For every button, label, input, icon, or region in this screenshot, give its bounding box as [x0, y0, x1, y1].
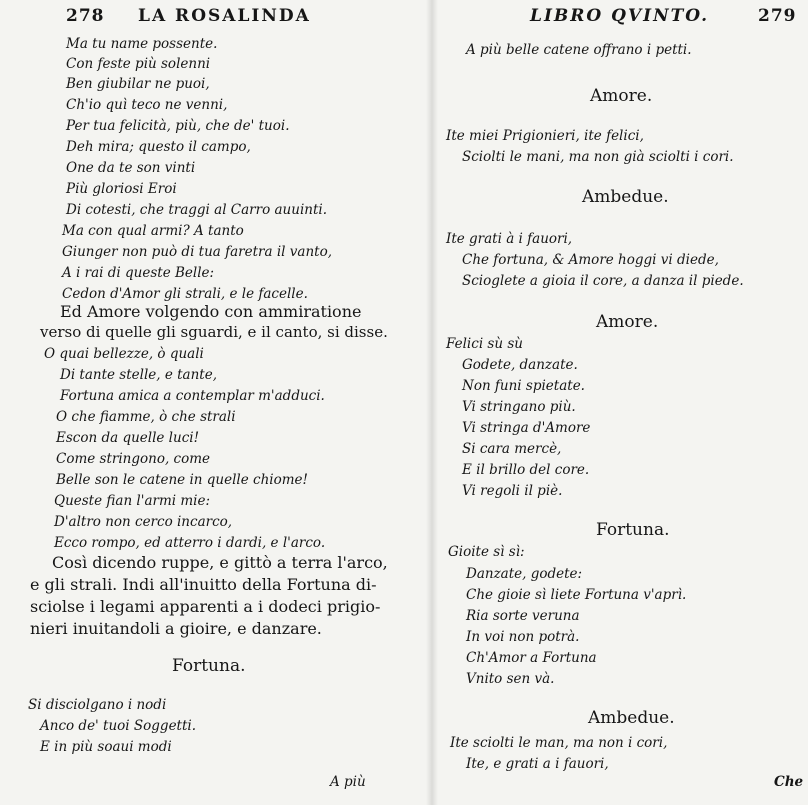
verse-line: Scioglete a gioia il core, a danza il piede. [462, 273, 744, 289]
right-running-head: LIBRO QVINTO. [530, 6, 709, 26]
prose-line: Ed Amore volgendo con ammiratione [60, 302, 362, 321]
verse-line: Più gloriosi Eroi [66, 181, 177, 197]
prose-line: Così dicendo ruppe, e gittò a terra l'arco, [52, 553, 388, 572]
verse-line: Ite sciolti le man, ma non i cori, [450, 735, 668, 751]
speaker-heading: Ambedue. [588, 708, 675, 728]
verse-line: One da te son vinti [66, 160, 196, 176]
verse-line: Fortuna amica a contemplar m'adduci. [60, 388, 325, 404]
verse-line: Ma con qual armi? A tanto [62, 223, 244, 239]
prose-line: nieri inuitandoli a gioire, e danzare. [30, 619, 322, 638]
verse-line: Vi stringa d'Amore [462, 420, 591, 436]
prose-line: verso di quelle gli sguardi, e il canto, si disse. [40, 323, 388, 341]
verse-line: Per tua felicità, più, che de' tuoi. [66, 118, 290, 134]
verse-line: Vi regoli il piè. [462, 483, 563, 499]
verse-line: Che gioie sì liete Fortuna v'aprì. [466, 587, 687, 603]
speaker-heading: Amore. [596, 312, 659, 332]
verse-line: Di cotesti, che traggi al Carro auuinti. [66, 202, 327, 218]
verse-line: A più belle catene offrano i petti. [466, 42, 692, 58]
verse-line: Ite miei Prigionieri, ite felici, [446, 128, 644, 144]
verse-line: O che fiamme, ò che strali [56, 409, 236, 425]
verse-line: Si cara mercè, [462, 441, 562, 457]
verse-line: A i rai di queste Belle: [62, 265, 215, 281]
verse-line: Anco de' tuoi Soggetti. [40, 718, 197, 734]
right-page [432, 0, 808, 805]
verse-line: Di tante stelle, e tante, [60, 367, 218, 383]
prose-line: sciolse i legami apparenti a i dodeci prigio- [30, 597, 381, 616]
verse-line: Cedon d'Amor gli strali, e le facelle. [62, 286, 308, 302]
verse-line: Sciolti le mani, ma non già sciolti i cori. [462, 149, 734, 165]
speaker-heading: Fortuna. [596, 520, 670, 540]
verse-line: Con feste più solenni [66, 56, 211, 72]
verse-line: Ch'Amor a Fortuna [466, 650, 597, 666]
verse-line: Belle son le catene in quelle chiome! [56, 472, 308, 488]
verse-line: Giunger non può di tua faretra il vanto, [62, 244, 332, 260]
verse-line: Ite, e grati a i fauori, [466, 756, 609, 772]
verse-line: Ch'io quì teco ne venni, [66, 97, 228, 113]
verse-line: D'altro non cerco incarco, [54, 514, 233, 530]
verse-line: O quai bellezze, ò quali [44, 346, 204, 362]
verse-line: Come stringono, come [56, 451, 211, 467]
verse-line: Vnito sen và. [466, 671, 555, 687]
catchword: Che [774, 774, 804, 790]
verse-line: Che fortuna, & Amore hoggi vi diede, [462, 252, 719, 268]
prose-line: e gli strali. Indi all'inuitto della Fortuna di- [30, 575, 377, 594]
left-page-number: 278 [66, 6, 105, 26]
verse-line: Ria sorte veruna [466, 608, 580, 624]
catchword: A più [330, 774, 366, 790]
verse-line: Ite grati à i fauori, [446, 231, 573, 247]
right-page-number: 279 [758, 6, 797, 26]
verse-line: Gioite sì sì: [448, 544, 525, 560]
verse-line: Deh mira; questo il campo, [66, 139, 251, 155]
speaker-heading: Ambedue. [582, 187, 669, 207]
speaker-heading: Fortuna. [172, 656, 246, 676]
verse-line: Non funi spietate. [462, 378, 585, 394]
verse-line: Godete, danzate. [462, 357, 578, 373]
verse-line: Ecco rompo, ed atterro i dardi, e l'arco. [54, 535, 326, 551]
verse-line: Ma tu name possente. [66, 36, 218, 52]
verse-line: Queste fian l'armi mie: [54, 493, 211, 509]
verse-line: E il brillo del core. [462, 462, 590, 478]
speaker-heading: Amore. [590, 86, 653, 106]
left-running-head: LA ROSALINDA [138, 6, 311, 26]
verse-line: Ben giubilar ne puoi, [66, 76, 210, 92]
verse-line: E in più soaui modi [40, 739, 172, 755]
verse-line: Si disciolgano i nodi [28, 697, 167, 713]
verse-line: Vi stringano più. [462, 399, 576, 415]
verse-line: Felici sù sù [446, 336, 523, 352]
verse-line: In voi non potrà. [466, 629, 580, 645]
verse-line: Escon da quelle luci! [56, 430, 199, 446]
verse-line: Danzate, godete: [466, 566, 583, 582]
